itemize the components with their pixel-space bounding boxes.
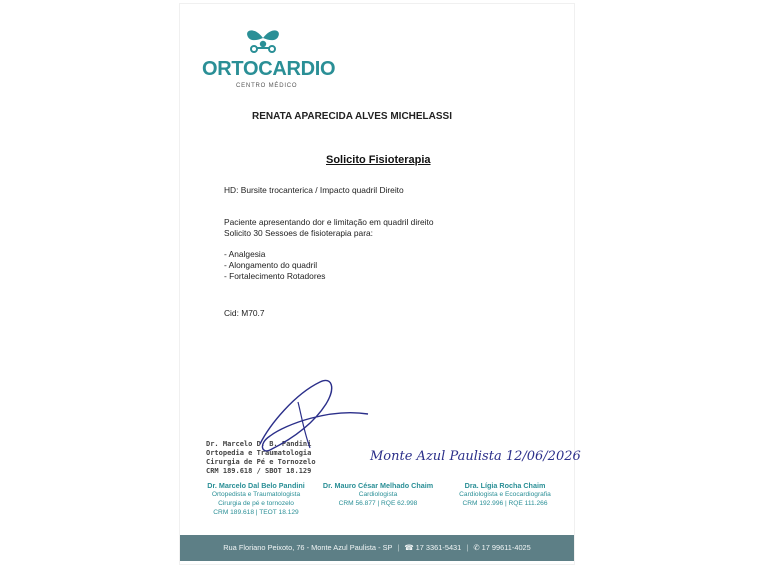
brand-name: ORTOCARDIO <box>202 58 336 80</box>
signature-icon <box>240 374 380 464</box>
stamp-line: CRM 189.618 / SBOT 18.129 <box>206 467 312 475</box>
doctor-specialty: Cirurgia de pé e tornozelo <box>218 500 294 507</box>
footer-address: Rua Floriano Peixoto, 76 - Monte Azul Paulista - SP <box>223 543 393 552</box>
footer-separator: | <box>397 543 400 552</box>
doctor-specialty: Cardiologista <box>358 491 398 498</box>
whatsapp-icon: ✆ <box>473 543 480 552</box>
footer-whatsapp: 17 99611-4025 <box>481 543 531 552</box>
treatment-item: - Fortalecimento Rotadores <box>224 271 326 281</box>
doctor-card <box>194 481 318 517</box>
brand-subtitle: CENTRO MÉDICO <box>236 83 298 89</box>
doctor-name: Dr. Mauro César Melhado Chaim <box>322 481 434 490</box>
request-title: Solicito Fisioterapia <box>326 154 431 166</box>
cid-code: Cid: M70.7 <box>224 308 265 318</box>
doctor-specialty: Ortopedista e Traumatologista <box>211 491 301 498</box>
ortocardio-logo-icon <box>244 24 282 56</box>
handwritten-date: Monte Azul Paulista 12/06/2026 <box>370 449 581 464</box>
stamp-line: Dr. Marcelo D. B. Pandini <box>206 440 312 448</box>
request-line: Solicito 30 Sessoes de fisioterapia para: <box>224 228 373 238</box>
treatment-item: - Alongamento do quadril <box>224 260 318 270</box>
phone-icon: ☎ <box>404 543 414 552</box>
patient-name: RENATA APARECIDA ALVES MICHELASSI <box>252 111 453 122</box>
diagnosis-line: HD: Bursite trocanterica / Impacto quadril Direito <box>224 185 404 195</box>
stamp-line: Ortopedia e Traumatologia <box>206 449 312 457</box>
footer-phone: 17 3361-5431 <box>415 543 462 552</box>
stamp-line: Cirurgia de Pé e Tornozelo <box>206 458 316 466</box>
doctor-registration: CRM 189.618 | TEOT 18.129 <box>213 509 299 516</box>
prescription-sheet <box>180 4 581 564</box>
doctor-card <box>314 481 442 508</box>
doctor-card <box>444 481 566 508</box>
doctor-registration: CRM 56.877 | RQE 62.998 <box>338 500 418 507</box>
footer-separator: | <box>466 543 469 552</box>
doctor-name: Dra. Lígia Rocha Chaim <box>464 481 546 490</box>
complaint-line: Paciente apresentando dor e limitação em quadril direito <box>224 217 434 227</box>
treatment-item: - Analgesia <box>224 249 266 259</box>
doctor-specialty: Cardiologista e Ecocardiografia <box>459 491 551 498</box>
footer-bar <box>180 535 574 561</box>
doctor-name: Dr. Marcelo Dal Belo Pandini <box>207 481 305 490</box>
doctor-registration: CRM 192.996 | RQE 111.266 <box>462 500 548 507</box>
